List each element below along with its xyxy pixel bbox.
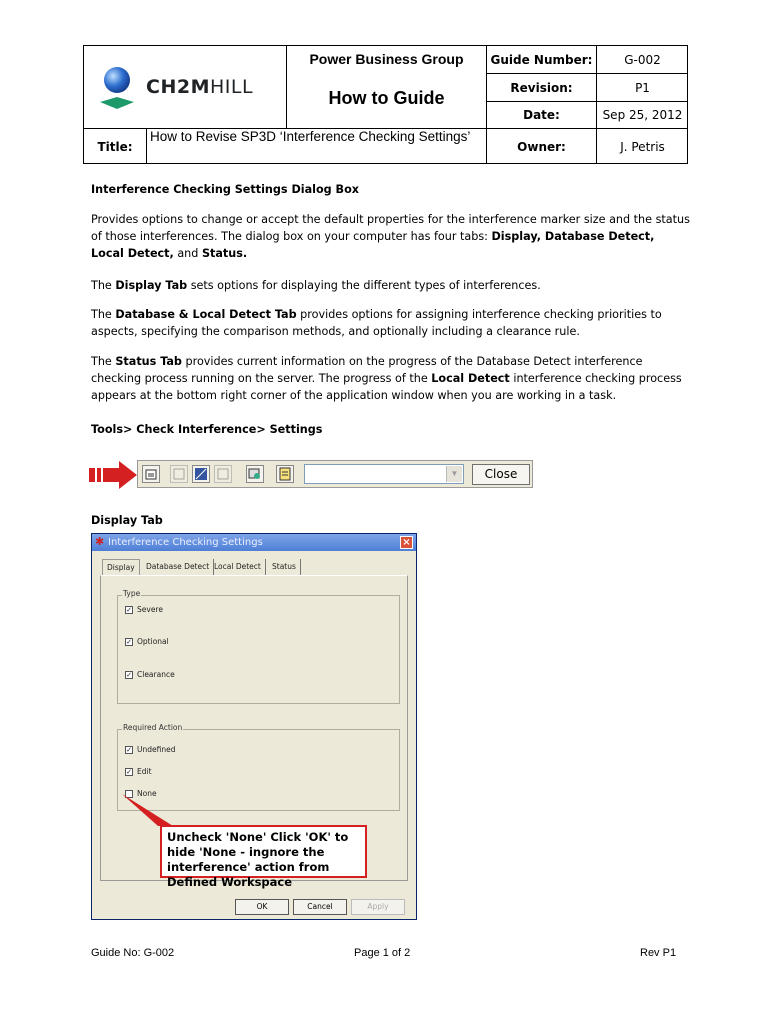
type-group: [117, 589, 400, 704]
checkbox-checked-icon: ✓: [126, 638, 132, 646]
dialog-title: Interference Checking Settings: [108, 537, 263, 548]
document-header-table: [83, 45, 688, 164]
date-label: Date:: [487, 102, 597, 129]
checkbox-checked-icon: ✓: [126, 606, 132, 614]
red-arrow-icon: [89, 459, 139, 491]
menu-path: Tools> Check Interference> Settings: [91, 423, 323, 436]
guide-number-value: G-002: [597, 46, 688, 74]
severe-checkbox[interactable]: ✓ Severe: [126, 605, 163, 614]
report-icon: [277, 466, 293, 482]
revision-value: P1: [597, 74, 688, 102]
interference-combo[interactable]: [304, 464, 464, 484]
check-icon: [171, 466, 187, 482]
close-icon[interactable]: ×: [400, 536, 413, 549]
dialog-titlebar: [92, 534, 416, 551]
chevron-down-icon[interactable]: ▼: [446, 466, 462, 482]
logo-cell: [84, 46, 287, 129]
owner-label: Owner:: [487, 129, 597, 164]
checkbox-checked-icon: ✓: [126, 768, 132, 776]
undefined-checkbox[interactable]: ✓ Undefined: [126, 745, 176, 754]
settings-button[interactable]: [142, 465, 160, 483]
list-icon: [193, 466, 209, 482]
title-label: Title:: [84, 129, 147, 164]
globe-logo-icon: [97, 66, 137, 112]
type-group-label: Type: [123, 589, 141, 598]
workspace-icon: [247, 466, 263, 482]
footer-revision: Rev P1: [640, 947, 677, 959]
tab-local-detect[interactable]: Local Detect: [210, 559, 266, 575]
workspace-button[interactable]: [246, 465, 264, 483]
owner-value: J. Petris: [620, 139, 665, 154]
clear-button[interactable]: [214, 465, 232, 483]
close-button[interactable]: Close: [472, 464, 530, 485]
document-type: How to Guide: [328, 88, 445, 108]
section-heading: Interference Checking Settings Dialog Box: [91, 183, 359, 196]
check-button[interactable]: [170, 465, 188, 483]
display-tab-heading: Display Tab: [91, 514, 163, 527]
apply-button[interactable]: Apply: [351, 899, 405, 915]
report-button[interactable]: [276, 465, 294, 483]
revision-label: Revision:: [487, 74, 597, 102]
tab-display[interactable]: Display: [102, 559, 140, 575]
app-icon: ✱: [95, 535, 105, 548]
date-value: Sep 25, 2012: [597, 102, 688, 129]
tab-status[interactable]: Status: [268, 559, 301, 575]
guide-number-label: Guide Number:: [487, 46, 597, 74]
none-checkbox[interactable]: None: [125, 789, 157, 799]
required-action-label: Required Action: [123, 723, 183, 732]
callout-pointer-icon: [118, 790, 178, 830]
company-cell: [287, 46, 487, 129]
paragraph-status-tab: The Status Tab provides current information on the progress of the Database Detect interference checking process running on the server. The progress of the Local Detect interference checking process appears at the bottom right corner of the application window when you are working in a task.: [91, 355, 682, 402]
tab-database-detect[interactable]: Database Detect: [142, 559, 214, 575]
edit-checkbox[interactable]: ✓ Edit: [126, 767, 152, 776]
settings-icon: [143, 466, 159, 482]
interference-list-button[interactable]: [192, 465, 210, 483]
optional-checkbox[interactable]: ✓ Optional: [126, 637, 169, 646]
ok-button[interactable]: OK: [235, 899, 289, 915]
company-logo-text: CH2MHILL: [146, 76, 254, 98]
interference-toolbar: [137, 460, 533, 488]
footer-page-number: Page 1 of 2: [354, 947, 411, 959]
title-value: How to Revise SP3D ‘Interference Checking Settings’: [147, 129, 487, 164]
paragraph-detect-tab: The Database & Local Detect Tab provides options for assigning interference checking priorities to aspects, specifying the comparison methods, and optionally including a clearance rule.: [91, 308, 662, 338]
instruction-callout: Uncheck 'None' Click 'OK' to hide 'None - ingnore the interference' action from Defined Workspace: [160, 825, 367, 878]
clearance-checkbox[interactable]: ✓ Clearance: [126, 670, 175, 679]
clear-icon: [215, 466, 231, 482]
footer-guide-number: Guide No: G-002: [91, 947, 175, 959]
paragraph-display-tab: The Display Tab sets options for displaying the different types of interferences.: [91, 279, 541, 292]
company-name: Power Business Group: [309, 51, 464, 67]
checkbox-checked-icon: ✓: [126, 746, 132, 754]
paragraph-intro: Provides options to change or accept the default properties for the interference marker size and the status of those interferences. The dialog box on your computer has four tabs: Display, Database Detect, Local Detect, and Status.: [91, 213, 690, 260]
checkbox-checked-icon: ✓: [126, 671, 132, 679]
cancel-button[interactable]: Cancel: [293, 899, 347, 915]
